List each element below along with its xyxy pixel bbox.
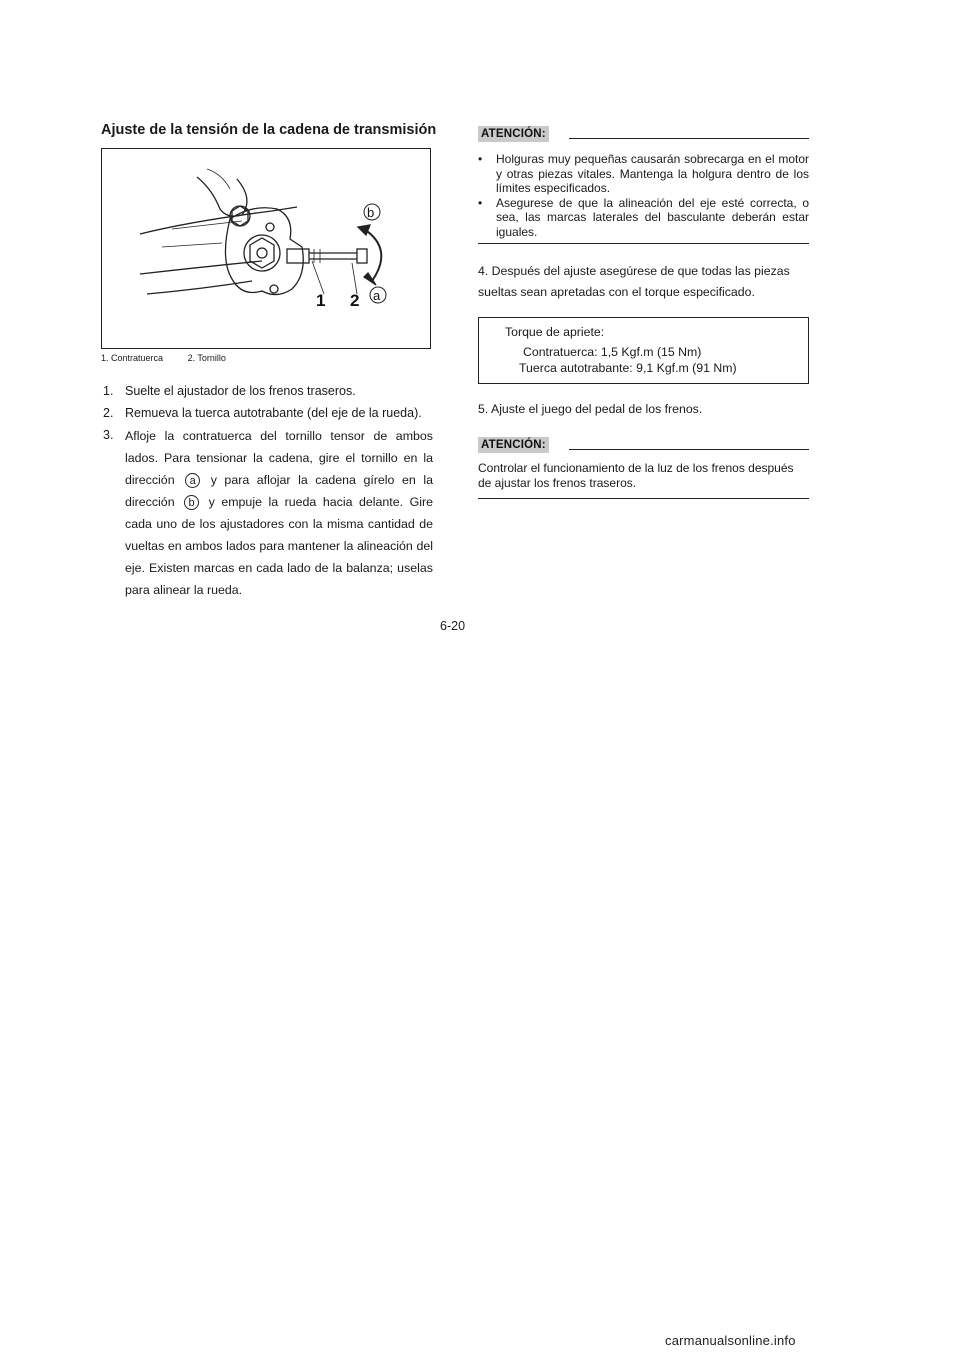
bullet: • xyxy=(478,152,483,166)
list-item xyxy=(103,425,433,601)
attention-body: Controlar el funcionamiento de la luz de los frenos después de ajustar los frenos traseros. xyxy=(478,461,809,499)
direction-a-mark: a xyxy=(185,473,200,488)
chain-adjuster-figure xyxy=(101,148,431,349)
step-text: Afloje la contratuerca del tornillo tensor de ambos lados. Para tensionar la cadena, gire el tornillo en la dirección a y para aflojar la cadena gírelo en la dirección b y empuje la rueda hacia delante. Gire cada uno de los ajustadores con la misma cantidad de vueltas en ambos lados para mantener la alineación del eje. Existen marcas en cada lado de la balanza; uselas para alinear la rueda. xyxy=(125,429,433,597)
torque-heading: Torque de apriete: xyxy=(505,325,605,339)
list-item xyxy=(103,403,433,423)
caption-bolt: 2. Tornillo xyxy=(187,353,226,363)
callout-1: 1 xyxy=(316,291,326,310)
section-title: Ajuste de la tensión de la cadena de transmisión xyxy=(101,122,437,138)
page-number: 6-20 xyxy=(440,619,466,633)
attention-box-2 xyxy=(478,437,809,499)
step-5: 5. Ajuste el juego del pedal de los frenos. xyxy=(478,402,703,416)
footer-watermark: carmanualsonline.info xyxy=(665,1333,796,1348)
attention-label: ATENCIÓN: xyxy=(478,126,549,142)
swingarm-illustration xyxy=(102,149,431,349)
direction-b-mark: b xyxy=(184,495,199,510)
torque-locknut: Contratuerca: 1,5 Kgf.m (15 Nm) xyxy=(523,345,702,359)
callout-a: a xyxy=(373,288,381,303)
step-number: 2. xyxy=(103,406,114,420)
callout-b: b xyxy=(367,205,375,220)
caption-locknut: 1. Contratuerca xyxy=(101,353,164,363)
step-number: 1. xyxy=(103,384,114,398)
divider xyxy=(569,138,809,139)
steps-list xyxy=(103,381,433,603)
list-item: • Holguras muy pequeñas causarán sobrecarga en el motor y otras piezas vitales. Mantenga la holgura dentro de los límites especificados. xyxy=(478,152,809,195)
bullet: • xyxy=(478,195,483,210)
list-item xyxy=(103,381,433,401)
attention-body xyxy=(478,152,809,244)
torque-axle-nut: Tuerca autotrabante: 9,1 Kgf.m (91 Nm) xyxy=(519,361,737,375)
step-number: 3. xyxy=(103,428,114,442)
step-text: Suelte el ajustador de los frenos traseros. xyxy=(125,384,356,398)
torque-spec-box xyxy=(478,317,809,384)
step-text: Remueva la tuerca autotrabante (del eje de la rueda). xyxy=(125,406,422,420)
figure-caption xyxy=(101,353,248,363)
callout-2: 2 xyxy=(350,291,360,310)
attention-label: ATENCIÓN: xyxy=(478,437,549,453)
divider xyxy=(569,449,809,450)
list-item: • Asegurese de que la alineación del eje esté correcta, o sea, las marcas laterales del basculante deberán estar iguales. xyxy=(478,195,809,239)
attention-box-1 xyxy=(478,126,809,244)
step-4: 4. Después del ajuste asegúrese de que todas las piezas sueltas sean apretadas con el torque especificado. xyxy=(478,264,790,299)
